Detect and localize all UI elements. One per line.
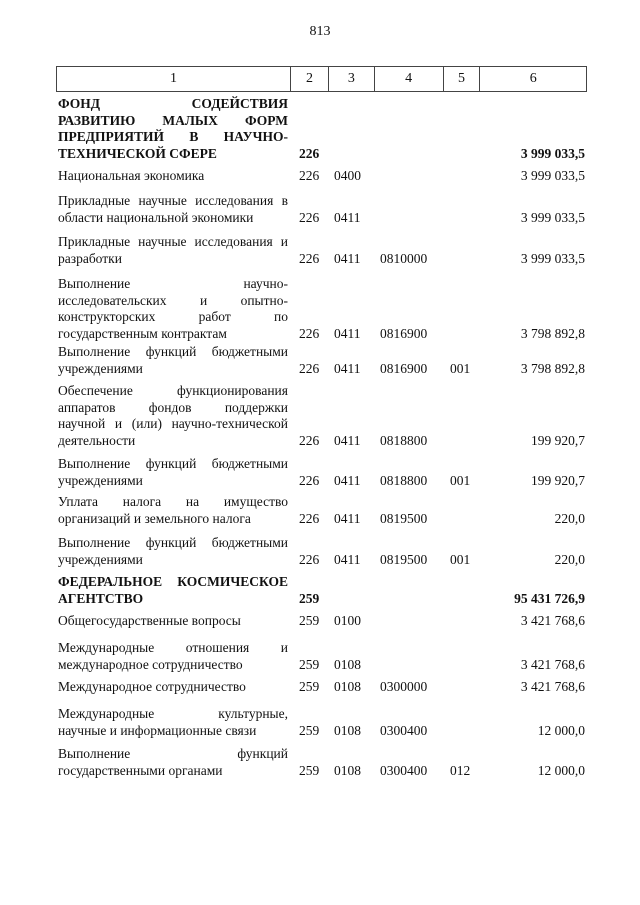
target-article-code: 0810000 bbox=[380, 250, 428, 266]
section-code: 0100 bbox=[334, 613, 361, 628]
amount: 220,0 bbox=[554, 551, 585, 567]
section-code: 0411 bbox=[334, 510, 361, 526]
row-label bbox=[58, 168, 292, 185]
section-code: 0411 bbox=[334, 360, 361, 376]
row-label bbox=[58, 193, 292, 226]
amount: 3 798 892,8 bbox=[520, 360, 585, 376]
table-row bbox=[58, 679, 588, 696]
row-label-line: международное сотрудничество bbox=[58, 656, 243, 672]
row-label bbox=[58, 234, 292, 267]
header-col-3: 3 bbox=[329, 67, 375, 91]
table-row bbox=[58, 96, 588, 162]
row-label bbox=[58, 746, 292, 779]
amount: 12 000,0 bbox=[537, 722, 585, 738]
target-article-code: 0816900 bbox=[380, 325, 428, 341]
row-label-line: разработки bbox=[58, 250, 122, 266]
ministry-code: 259 bbox=[299, 656, 320, 672]
table-row bbox=[58, 574, 588, 607]
section-code: 0108 bbox=[334, 679, 361, 694]
row-label-line: Обеспечение функционирования bbox=[58, 383, 288, 398]
row-label-line: ТЕХНИЧЕСКОЙ СФЕРЕ bbox=[58, 145, 217, 161]
section-code: 0108 bbox=[334, 722, 361, 738]
target-article-code: 0300000 bbox=[380, 679, 428, 694]
ministry-code: 226 bbox=[299, 325, 320, 341]
ministry-code: 226 bbox=[299, 432, 320, 448]
amount: 3 421 768,6 bbox=[520, 613, 585, 628]
row-label-line: исследовательских и опытно- bbox=[58, 292, 288, 308]
row-label bbox=[58, 494, 292, 527]
row-label bbox=[58, 383, 292, 449]
row-label-line: деятельности bbox=[58, 432, 136, 448]
ministry-code: 226 bbox=[299, 209, 320, 225]
ministry-code: 226 bbox=[299, 510, 320, 526]
row-label bbox=[58, 535, 292, 568]
ministry-code: 226 bbox=[299, 472, 320, 488]
target-article-code: 0300400 bbox=[380, 722, 428, 738]
amount: 199 920,7 bbox=[531, 432, 585, 448]
section-code: 0411 bbox=[334, 325, 361, 341]
table-row bbox=[58, 640, 588, 673]
row-label-line: РАЗВИТИЮ МАЛЫХ ФОРМ bbox=[58, 112, 288, 128]
target-article-code: 0818800 bbox=[380, 472, 428, 488]
row-label-line: Международные культурные, bbox=[58, 706, 288, 721]
header-col-4: 4 bbox=[375, 67, 444, 91]
row-label-line: Прикладные научные исследования в bbox=[58, 193, 288, 208]
section-code: 0108 bbox=[334, 656, 361, 672]
ministry-code: 259 bbox=[299, 762, 320, 778]
row-label-line: Выполнение функций бюджетными bbox=[58, 344, 288, 359]
ministry-code: 259 bbox=[299, 679, 320, 694]
table-row bbox=[58, 613, 588, 630]
row-label bbox=[58, 456, 292, 489]
ministry-code: 259 bbox=[299, 590, 320, 606]
amount: 3 999 033,5 bbox=[520, 145, 585, 161]
row-label bbox=[58, 96, 292, 162]
table-row bbox=[58, 276, 588, 342]
row-label-line: Международное сотрудничество bbox=[58, 679, 246, 694]
row-label-line: АГЕНТСТВО bbox=[58, 590, 144, 606]
row-label-line: учреждениями bbox=[58, 472, 143, 488]
row-label-line: ПРЕДПРИЯТИЙ В НАУЧНО- bbox=[58, 129, 288, 144]
amount: 220,0 bbox=[554, 510, 585, 526]
row-label-line: Уплата налога на имущество bbox=[58, 494, 288, 509]
section-code: 0411 bbox=[334, 209, 361, 225]
row-label-line: ФОНД СОДЕЙСТВИЯ bbox=[58, 96, 288, 111]
amount: 3 798 892,8 bbox=[520, 325, 585, 341]
row-label bbox=[58, 344, 292, 377]
ministry-code: 259 bbox=[299, 613, 320, 628]
row-label bbox=[58, 706, 292, 739]
amount: 199 920,7 bbox=[531, 472, 585, 488]
row-label bbox=[58, 276, 292, 342]
ministry-code: 226 bbox=[299, 551, 320, 567]
header-col-5: 5 bbox=[444, 67, 481, 91]
section-code: 0411 bbox=[334, 432, 361, 448]
amount: 12 000,0 bbox=[537, 762, 585, 778]
row-label-line: области национальной экономики bbox=[58, 209, 254, 225]
amount: 95 431 726,9 bbox=[514, 590, 585, 606]
amount: 3 999 033,5 bbox=[520, 250, 585, 266]
target-article-code: 0819500 bbox=[380, 510, 428, 526]
row-label bbox=[58, 613, 292, 630]
section-code: 0400 bbox=[334, 168, 361, 183]
expense-type-code: 012 bbox=[450, 762, 471, 778]
row-label-line: конструкторских работ по bbox=[58, 309, 288, 324]
row-label-line: Выполнение функций bbox=[58, 746, 288, 761]
row-label-line: Выполнение функций бюджетными bbox=[58, 456, 288, 471]
section-code: 0411 bbox=[334, 472, 361, 488]
row-label-line: ФЕДЕРАЛЬНОЕ КОСМИЧЕСКОЕ bbox=[58, 574, 288, 589]
row-label-line: учреждениями bbox=[58, 551, 143, 567]
table-row bbox=[58, 344, 588, 377]
table-row bbox=[58, 168, 588, 185]
target-article-code: 0819500 bbox=[380, 551, 428, 567]
table-row bbox=[58, 535, 588, 568]
expense-type-code: 001 bbox=[450, 551, 471, 567]
row-label-line: государственным контрактам bbox=[58, 325, 227, 341]
amount: 3 421 768,6 bbox=[520, 656, 585, 672]
table-header bbox=[56, 66, 587, 92]
section-code: 0108 bbox=[334, 762, 361, 778]
header-col-2: 2 bbox=[291, 67, 329, 91]
ministry-code: 226 bbox=[299, 145, 320, 161]
row-label bbox=[58, 679, 292, 696]
row-label-line: Выполнение функций бюджетными bbox=[58, 535, 288, 550]
row-label bbox=[58, 640, 292, 673]
header-col-6: 6 bbox=[529, 71, 537, 86]
target-article-code: 0816900 bbox=[380, 360, 428, 376]
table-row bbox=[58, 706, 588, 739]
table-row bbox=[58, 383, 588, 449]
row-label bbox=[58, 574, 292, 607]
table-row bbox=[58, 456, 588, 489]
row-label-line: Международные отношения и bbox=[58, 640, 288, 655]
ministry-code: 259 bbox=[299, 722, 320, 738]
section-code: 0411 bbox=[334, 551, 361, 567]
row-label-line: научные и информационные связи bbox=[58, 722, 257, 738]
page-number: 813 bbox=[309, 24, 331, 39]
expense-type-code: 001 bbox=[450, 472, 471, 488]
row-label-line: научной и (или) научно-технической bbox=[58, 416, 288, 431]
row-label-line: Национальная экономика bbox=[58, 168, 205, 183]
amount: 3 999 033,5 bbox=[520, 168, 585, 183]
ministry-code: 226 bbox=[299, 168, 320, 183]
table-row bbox=[58, 234, 588, 267]
amount: 3 999 033,5 bbox=[520, 209, 585, 225]
row-label-line: Выполнение научно- bbox=[58, 276, 288, 291]
ministry-code: 226 bbox=[299, 250, 320, 266]
table-row bbox=[58, 494, 588, 527]
row-label-line: государственными органами bbox=[58, 762, 223, 778]
row-label-line: Прикладные научные исследования и bbox=[58, 234, 288, 249]
amount: 3 421 768,6 bbox=[520, 679, 585, 694]
expense-type-code: 001 bbox=[450, 360, 471, 376]
row-label-line: аппаратов фондов поддержки bbox=[58, 399, 288, 415]
row-label-line: учреждениями bbox=[58, 360, 143, 376]
ministry-code: 226 bbox=[299, 360, 320, 376]
target-article-code: 0818800 bbox=[380, 432, 428, 448]
table-row bbox=[58, 193, 588, 226]
row-label-line: Общегосударственные вопросы bbox=[58, 613, 241, 628]
section-code: 0411 bbox=[334, 250, 361, 266]
row-label-line: организаций и земельного налога bbox=[58, 510, 251, 526]
header-col-1: 1 bbox=[57, 67, 291, 91]
table-row bbox=[58, 746, 588, 779]
target-article-code: 0300400 bbox=[380, 762, 428, 778]
